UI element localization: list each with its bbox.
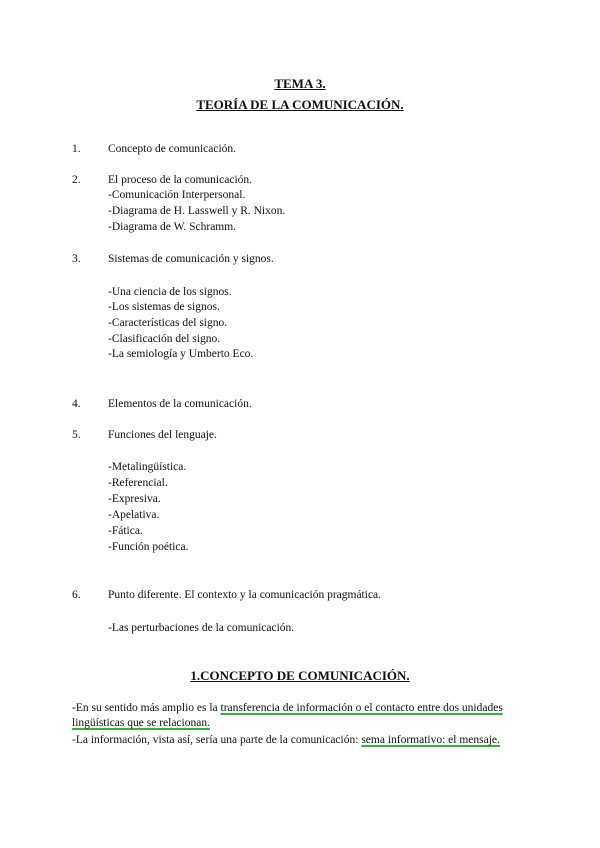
outline-subitem: -Expresiva.: [108, 493, 161, 505]
paragraph-2: [72, 733, 572, 748]
outline-subitem: -La semiología y Umberto Eco.: [108, 348, 254, 360]
outline-text: Funciones del lenguaje.: [108, 429, 217, 441]
outline-text: Elementos de la comunicación.: [108, 398, 252, 410]
paragraph-text: -La información, vista así, sería una parte de la comunicación:: [72, 734, 362, 746]
outline-text: El proceso de la comunicación.: [108, 174, 253, 186]
paragraph-1: [72, 701, 542, 731]
outline-text: Concepto de comunicación.: [108, 143, 237, 155]
outline-number: 6.: [72, 589, 81, 601]
document-title: TEORÍA DE LA COMUNICACIÓN.: [196, 97, 404, 112]
outline-number: 3.: [72, 253, 81, 265]
outline-subitem: -Comunicación Interpersonal.: [108, 189, 246, 201]
outline-number: 5.: [72, 429, 81, 441]
outline-text: Sistemas de comunicación y signos.: [108, 253, 274, 265]
outline-subitem: -Las perturbaciones de la comunicación.: [108, 622, 295, 634]
outline-subitem: -Clasificación del signo.: [108, 333, 221, 345]
outline-subitem: -Diagrama de H. Lasswell y R. Nixon.: [108, 205, 286, 217]
highlighted-text: sema informativo: el mensaje.: [361, 734, 500, 746]
outline-subitem: -Apelativa.: [108, 509, 160, 521]
outline-subitem: -Metalingüística.: [108, 461, 187, 473]
outline-number: 1.: [72, 143, 81, 155]
outline-text: Punto diferente. El contexto y la comunicación pragmática.: [108, 589, 382, 601]
outline-subitem: -Fática.: [108, 525, 143, 537]
outline-subitem: -Características del signo.: [108, 317, 228, 329]
outline-number: 2.: [72, 174, 81, 186]
outline-subitem: -Una ciencia de los signos.: [108, 286, 232, 298]
tema-title: TEMA 3.: [274, 76, 326, 91]
paragraph-text: -En su sentido más amplio es la: [72, 702, 221, 714]
section-heading: 1.CONCEPTO DE COMUNICACIÓN.: [190, 668, 410, 683]
outline-subitem: -Diagrama de W. Schramm.: [108, 221, 237, 233]
outline-subitem: -Referencial.: [108, 477, 168, 489]
outline-subitem: -Función poética.: [108, 541, 189, 553]
highlighted-text: transferencia de información o el contacto entre dos unidades lingüísticas que se relacionan.: [72, 702, 503, 729]
outline-subitem: -Los sistemas de signos.: [108, 301, 220, 313]
outline-number: 4.: [72, 398, 81, 410]
